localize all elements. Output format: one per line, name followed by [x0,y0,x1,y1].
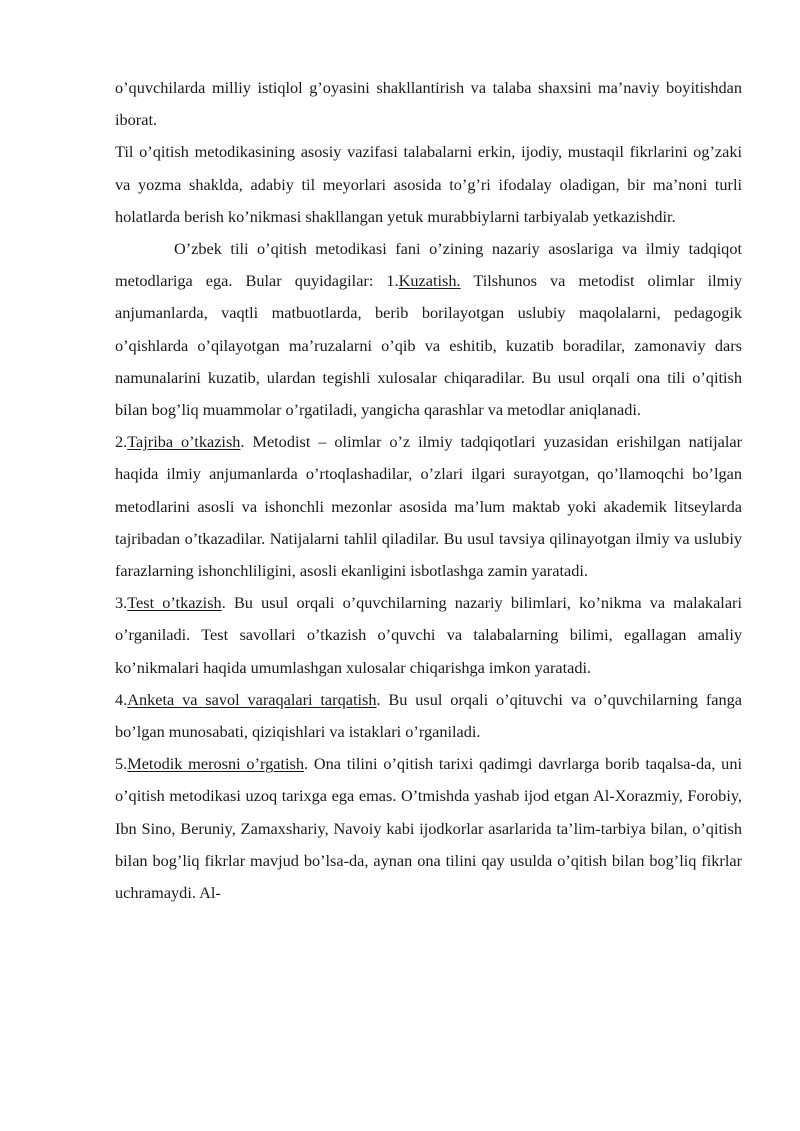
paragraph-method-survey [115,684,742,748]
paragraph-method-experiment [115,426,742,587]
paragraph-text: Til o’qitish metodikasining asosiy vazifasi talabalarni erkin, ijodiy, mustaqil fikrlarini og’zaki va yozma shaklda, adabiy til meyorlari asosida to’g’ri ifodalay oladigan, bir ma’noni turli holatlarda berish ko’nikmasi shakllangan yetuk murabbiylarni tarbiyalab yetkazishdir. [115,142,742,226]
paragraph-prefix: 5. [115,754,128,774]
method-title-survey: Anketa va savol varaqalari tarqatish [127,689,377,709]
method-title-test: Test o’tkazish [127,593,222,613]
method-title-observation: Kuzatish. [398,271,461,291]
paragraph-method-test [115,587,742,684]
method-title-experiment: Tajriba o’tkazish [127,432,241,452]
paragraph-prefix: 4. [115,689,128,709]
paragraph-text: . Bu usul orqali o’qituvchi va o’quvchilarning fanga bo’lgan munosabati, qiziqishlari va istaklari o’rganiladi. [115,689,742,742]
paragraph-prefix: O’zbek tili o’qitish metodikasi fani o’zining nazariy asoslariga va ilmiy tadqiqot metodlariga ega. Bular quyidagilar: 1. [115,239,742,291]
paragraph-text: . Metodist – olimlar o’z ilmiy tadqiqotlari yuzasidan erishilgan natijalar haqida ilmiy anjumanlarda o’rtoqlashadilar, o’zlari ilgari surayotgan, qo’llamoqchi bo’lgan metodlarini asosli va ishonchli mezonlar asosida ma’lum maktab yoki akademik litseylarda tajribadan o’tkazadilar. Natijalarni tahlil qiladilar. Bu usul tavsiya qilinayotgan ilmiy va uslubiy farazlarning ishonchliligini, asosli ekanligini isbotlashga zamin yaratadi. [115,432,742,581]
paragraph-method-heritage [115,748,742,909]
paragraph-text: . Ona tilini o’qitish tarixi qadimgi davrlarga borib taqalsa-da, uni o’qitish metodikasi uzoq tarixga ega emas. O’tmishda yashab ijod etgan Al-Xorazmiy, Forobiy, Ibn Sino, Beruniy, Zamaxshariy, Navoiy kabi ijodkorlar asarlarida ta’lim-tarbiya bilan, o’qitish bilan bog’liq fikrlar mavjud bo’lsa-da, aynan ona tilini qay usulda o’qitish bilan bog’liq fikrlar uchramaydi. Al- [115,754,742,903]
paragraph-intro-end [115,72,742,136]
method-title-heritage: Metodik merosni o’rgatish [127,754,305,774]
paragraph-main-task [115,136,742,233]
paragraph-prefix: 3. [115,593,128,613]
paragraph-text: . Bu usul orqali o’quvchilarning nazariy bilimlari, ko’nikma va malakalari o’rganiladi. Test savollari o’tkazish o’quvchi va talabalarning bilimi, egallagan amaliy ko’nikmalari haqida umumlashgan xulosalar chiqarishga imkon yaratadi. [115,593,742,677]
document-page [115,72,742,909]
paragraph-text: Tilshunos va metodist olimlar ilmiy anjumanlarda, vaqtli matbuotlarda, berib borilayotgan uslubiy maqolalarni, pedagogik o’qishlarda o’qilayotgan ma’ruzalarni o’qib va eshitib, kuzatib boradilar, zamonaviy dars namunalarini kuzatib, ulardan tegishli xulosalar chiqaradilar. Bu usul orqali ona tili o’qitish bilan bog’liq muammolar o’rgatiladi, yangicha qarashlar va metodlar aniqlanadi. [115,271,742,420]
paragraph-text: o’quvchilarda milliy istiqlol g’oyasini shakllantirish va talaba shaxsini ma’naviy boyitishdan iborat. [115,78,742,130]
paragraph-methods-intro [115,233,742,426]
paragraph-prefix: 2. [115,432,128,452]
